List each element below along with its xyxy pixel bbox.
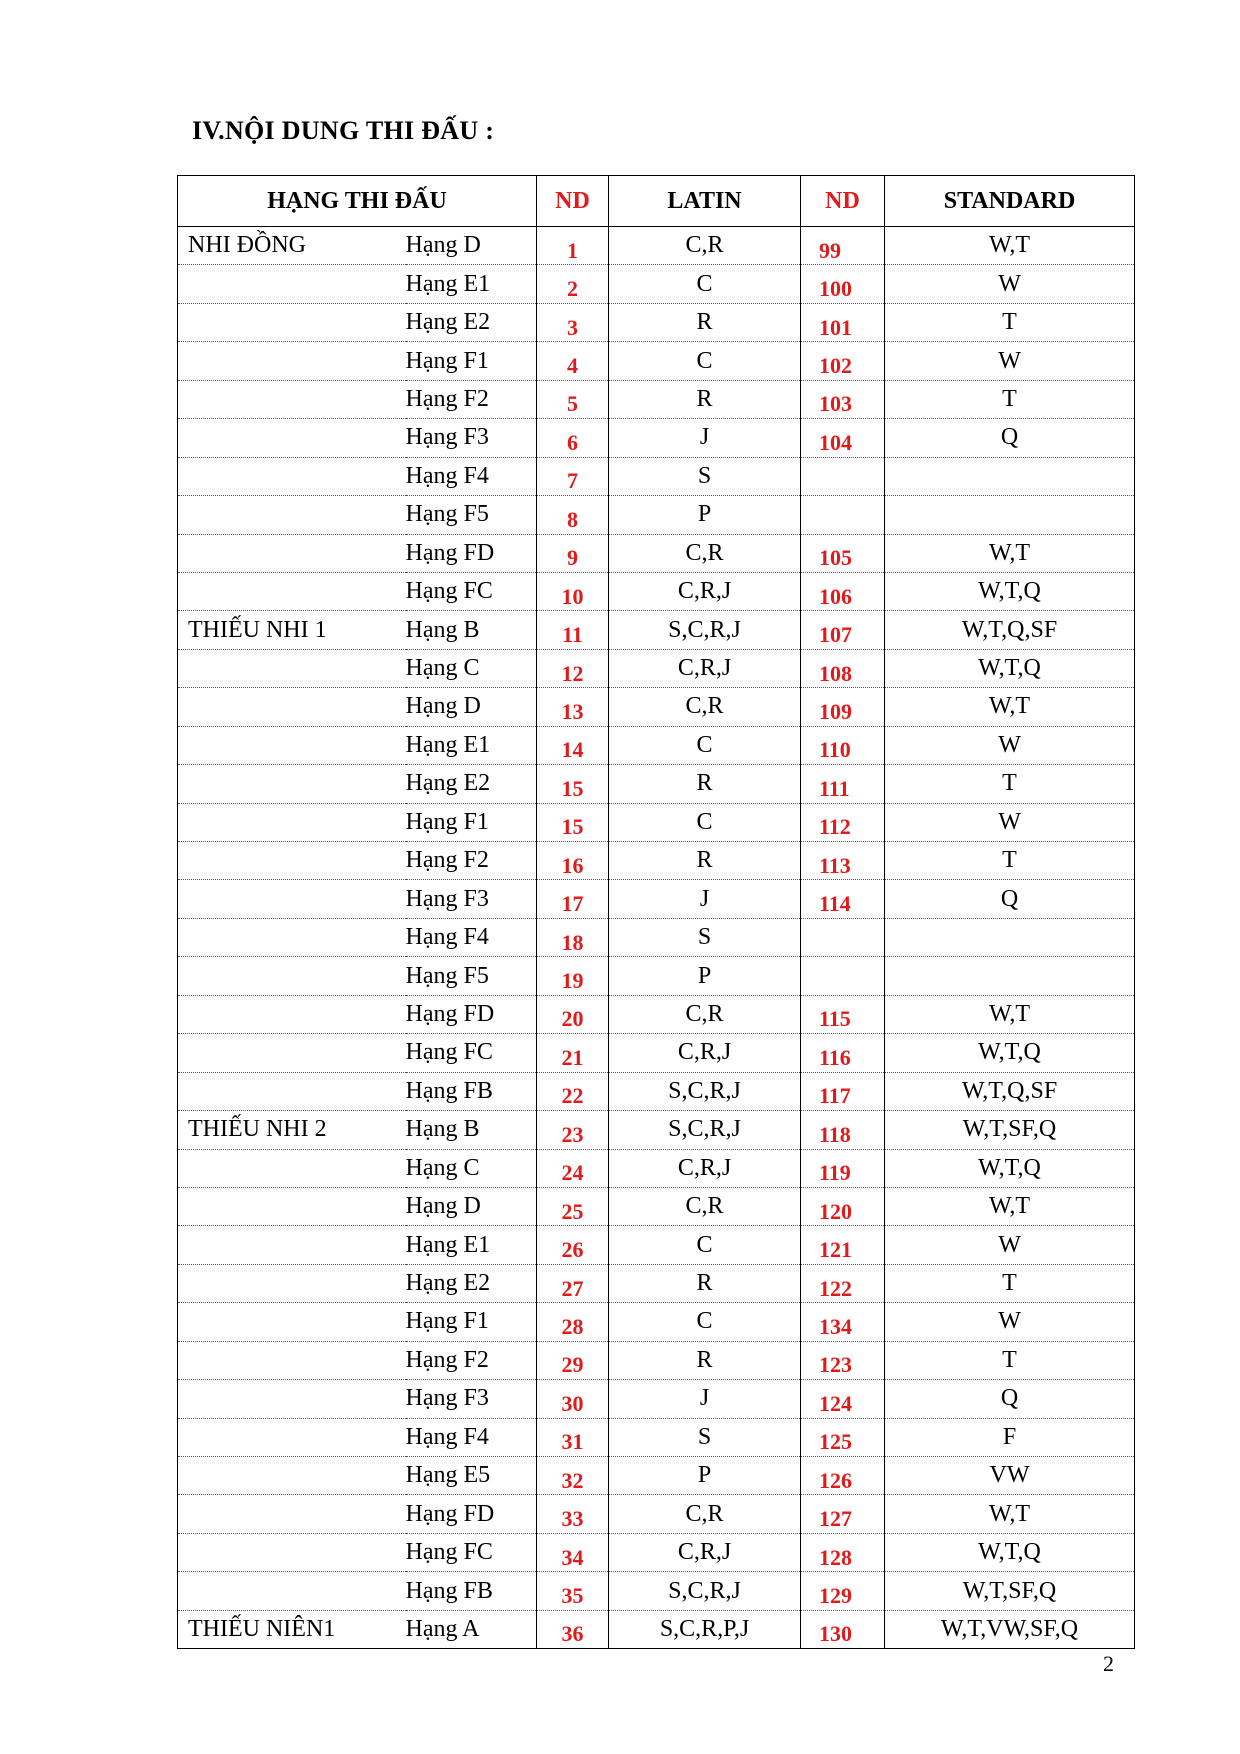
row-group-label	[178, 803, 406, 841]
table-row	[178, 227, 1135, 265]
row-latin-dances: R	[609, 380, 801, 418]
row-standard-dances: Q	[885, 419, 1135, 457]
row-class-label: Hạng F2	[406, 1341, 537, 1379]
row-nd-latin: 18	[537, 918, 609, 956]
row-nd-latin: 30	[537, 1380, 609, 1418]
row-class-label: Hạng D	[406, 688, 537, 726]
row-latin-dances: R	[609, 1341, 801, 1379]
table-row	[178, 611, 1135, 649]
row-group-label	[178, 726, 406, 764]
row-standard-dances	[885, 496, 1135, 534]
row-latin-dances: C,R,J	[609, 1034, 801, 1072]
page-number: 2	[1103, 1651, 1114, 1676]
row-nd-latin: 17	[537, 880, 609, 918]
row-standard-dances: W	[885, 803, 1135, 841]
row-nd-standard: 116	[801, 1034, 885, 1072]
row-latin-dances: C	[609, 803, 801, 841]
row-latin-dances: J	[609, 1380, 801, 1418]
row-group-label	[178, 572, 406, 610]
row-latin-dances: P	[609, 957, 801, 995]
row-nd-latin: 31	[537, 1418, 609, 1456]
row-class-label: Hạng D	[406, 1187, 537, 1225]
row-class-label: Hạng A	[406, 1610, 537, 1648]
row-nd-standard: 112	[801, 803, 885, 841]
row-nd-standard: 127	[801, 1495, 885, 1533]
row-nd-latin: 11	[537, 611, 609, 649]
row-nd-latin: 36	[537, 1610, 609, 1648]
row-nd-latin: 10	[537, 572, 609, 610]
row-standard-dances: W	[885, 1226, 1135, 1264]
row-nd-latin: 22	[537, 1072, 609, 1110]
table-row	[178, 726, 1135, 764]
row-nd-latin: 15	[537, 803, 609, 841]
row-class-label: Hạng D	[406, 227, 537, 265]
row-standard-dances: Q	[885, 1380, 1135, 1418]
row-class-label: Hạng F1	[406, 342, 537, 380]
header-category: HẠNG THI ĐẤU	[178, 176, 537, 227]
row-group-label	[178, 534, 406, 572]
row-group-label	[178, 765, 406, 803]
row-nd-latin: 14	[537, 726, 609, 764]
row-class-label: Hạng C	[406, 1149, 537, 1187]
table-row	[178, 995, 1135, 1033]
row-standard-dances: W,T,Q	[885, 1034, 1135, 1072]
row-class-label: Hạng E1	[406, 265, 537, 303]
row-nd-latin: 6	[537, 419, 609, 457]
table-row	[178, 880, 1135, 918]
row-class-label: Hạng FD	[406, 995, 537, 1033]
row-group-label	[178, 1149, 406, 1187]
row-class-label: Hạng FC	[406, 572, 537, 610]
row-nd-latin: 28	[537, 1303, 609, 1341]
row-standard-dances: W,T,SF,Q	[885, 1572, 1135, 1610]
section-heading: IV.NỘI DUNG THI ĐẤU :	[192, 116, 495, 145]
row-nd-standard: 109	[801, 688, 885, 726]
row-nd-latin: 33	[537, 1495, 609, 1533]
row-group-label: NHI ĐỒNG	[178, 227, 406, 265]
competition-table	[177, 175, 1135, 1649]
row-latin-dances: S,C,R,J	[609, 1072, 801, 1110]
row-class-label: Hạng FB	[406, 1572, 537, 1610]
row-nd-latin: 9	[537, 534, 609, 572]
row-standard-dances: VW	[885, 1457, 1135, 1495]
row-latin-dances: R	[609, 842, 801, 880]
row-nd-standard: 129	[801, 1572, 885, 1610]
row-class-label: Hạng F3	[406, 1380, 537, 1418]
row-class-label: Hạng FC	[406, 1533, 537, 1571]
table-row	[178, 649, 1135, 687]
table-row	[178, 1533, 1135, 1571]
row-standard-dances: W	[885, 1303, 1135, 1341]
table-row	[178, 918, 1135, 956]
table-row	[178, 419, 1135, 457]
table-row	[178, 803, 1135, 841]
row-nd-latin: 13	[537, 688, 609, 726]
table-row	[178, 1380, 1135, 1418]
table-row	[178, 1572, 1135, 1610]
row-nd-standard: 123	[801, 1341, 885, 1379]
row-latin-dances: P	[609, 1457, 801, 1495]
row-nd-standard: 105	[801, 534, 885, 572]
table-row	[178, 572, 1135, 610]
row-nd-standard: 126	[801, 1457, 885, 1495]
row-nd-latin: 19	[537, 957, 609, 995]
row-latin-dances: C,R,J	[609, 649, 801, 687]
row-nd-standard: 130	[801, 1610, 885, 1648]
table-row	[178, 688, 1135, 726]
row-nd-latin: 20	[537, 995, 609, 1033]
row-latin-dances: C	[609, 1226, 801, 1264]
table-row	[178, 842, 1135, 880]
row-latin-dances: C,R,J	[609, 1149, 801, 1187]
table-row	[178, 1610, 1135, 1648]
row-group-label	[178, 303, 406, 341]
row-standard-dances: W,T	[885, 688, 1135, 726]
row-latin-dances: C,R,J	[609, 572, 801, 610]
table-row	[178, 534, 1135, 572]
row-nd-standard: 106	[801, 572, 885, 610]
row-group-label	[178, 995, 406, 1033]
row-nd-standard: 113	[801, 842, 885, 880]
row-class-label: Hạng F4	[406, 457, 537, 495]
row-standard-dances: W,T,Q,SF	[885, 611, 1135, 649]
row-class-label: Hạng F2	[406, 380, 537, 418]
row-group-label	[178, 419, 406, 457]
table-row	[178, 1303, 1135, 1341]
row-nd-standard: 115	[801, 995, 885, 1033]
row-nd-latin: 32	[537, 1457, 609, 1495]
row-nd-standard	[801, 918, 885, 956]
row-class-label: Hạng E1	[406, 726, 537, 764]
row-class-label: Hạng FD	[406, 534, 537, 572]
row-class-label: Hạng F3	[406, 419, 537, 457]
row-standard-dances	[885, 457, 1135, 495]
row-latin-dances: C,R	[609, 688, 801, 726]
row-group-label	[178, 1380, 406, 1418]
row-nd-standard: 125	[801, 1418, 885, 1456]
row-group-label	[178, 1187, 406, 1225]
row-latin-dances: C,R	[609, 995, 801, 1033]
row-standard-dances: W,T,Q	[885, 1533, 1135, 1571]
row-nd-standard: 122	[801, 1264, 885, 1302]
row-latin-dances: R	[609, 765, 801, 803]
row-latin-dances: J	[609, 419, 801, 457]
row-latin-dances: S,C,R,P,J	[609, 1610, 801, 1648]
table-row	[178, 1072, 1135, 1110]
row-nd-standard	[801, 957, 885, 995]
row-latin-dances: P	[609, 496, 801, 534]
row-nd-latin: 15	[537, 765, 609, 803]
row-standard-dances: F	[885, 1418, 1135, 1456]
row-standard-dances: W,T,Q,SF	[885, 1072, 1135, 1110]
row-group-label: THIẾU NIÊN1	[178, 1610, 406, 1648]
row-group-label	[178, 918, 406, 956]
row-latin-dances: C,R	[609, 227, 801, 265]
row-standard-dances	[885, 918, 1135, 956]
row-nd-standard: 121	[801, 1226, 885, 1264]
row-nd-standard: 102	[801, 342, 885, 380]
row-class-label: Hạng F3	[406, 880, 537, 918]
row-nd-standard: 124	[801, 1380, 885, 1418]
row-standard-dances: T	[885, 842, 1135, 880]
row-nd-standard: 120	[801, 1187, 885, 1225]
row-class-label: Hạng F5	[406, 957, 537, 995]
table-row	[178, 1418, 1135, 1456]
row-class-label: Hạng FB	[406, 1072, 537, 1110]
row-standard-dances: W	[885, 726, 1135, 764]
row-standard-dances: T	[885, 1341, 1135, 1379]
row-standard-dances: W	[885, 342, 1135, 380]
row-group-label	[178, 1303, 406, 1341]
header-standard: STANDARD	[885, 176, 1135, 227]
row-class-label: Hạng B	[406, 1111, 537, 1149]
row-group-label	[178, 842, 406, 880]
row-nd-latin: 12	[537, 649, 609, 687]
row-standard-dances: T	[885, 303, 1135, 341]
row-standard-dances: W,T,Q	[885, 649, 1135, 687]
row-latin-dances: S,C,R,J	[609, 611, 801, 649]
row-nd-standard: 110	[801, 726, 885, 764]
row-latin-dances: R	[609, 303, 801, 341]
row-nd-latin: 27	[537, 1264, 609, 1302]
row-group-label	[178, 957, 406, 995]
table-row	[178, 1226, 1135, 1264]
row-standard-dances: W,T,Q	[885, 572, 1135, 610]
table-header-row	[178, 176, 1135, 227]
row-latin-dances: C,R	[609, 1187, 801, 1225]
row-class-label: Hạng E2	[406, 765, 537, 803]
row-nd-latin: 2	[537, 265, 609, 303]
row-class-label: Hạng F1	[406, 803, 537, 841]
table-row	[178, 496, 1135, 534]
row-nd-latin: 21	[537, 1034, 609, 1072]
table-row	[178, 1341, 1135, 1379]
row-group-label	[178, 1264, 406, 1302]
row-nd-latin: 25	[537, 1187, 609, 1225]
row-latin-dances: J	[609, 880, 801, 918]
row-latin-dances: R	[609, 1264, 801, 1302]
row-nd-standard: 118	[801, 1111, 885, 1149]
row-class-label: Hạng E5	[406, 1457, 537, 1495]
row-nd-standard: 104	[801, 419, 885, 457]
row-class-label: Hạng E1	[406, 1226, 537, 1264]
row-latin-dances: S	[609, 918, 801, 956]
table-row	[178, 1457, 1135, 1495]
row-class-label: Hạng F4	[406, 918, 537, 956]
row-latin-dances: S,C,R,J	[609, 1572, 801, 1610]
row-nd-latin: 4	[537, 342, 609, 380]
row-class-label: Hạng B	[406, 611, 537, 649]
row-nd-standard: 128	[801, 1533, 885, 1571]
row-group-label: THIẾU NHI 1	[178, 611, 406, 649]
row-nd-latin: 29	[537, 1341, 609, 1379]
row-group-label	[178, 1341, 406, 1379]
row-nd-standard: 100	[801, 265, 885, 303]
table-row	[178, 380, 1135, 418]
table-row	[178, 1149, 1135, 1187]
row-group-label	[178, 649, 406, 687]
table-row	[178, 342, 1135, 380]
row-nd-standard: 108	[801, 649, 885, 687]
row-standard-dances: W,T,VW,SF,Q	[885, 1610, 1135, 1648]
row-latin-dances: S	[609, 457, 801, 495]
row-group-label	[178, 265, 406, 303]
row-group-label	[178, 1418, 406, 1456]
row-nd-latin: 35	[537, 1572, 609, 1610]
row-latin-dances: C	[609, 726, 801, 764]
row-latin-dances: S,C,R,J	[609, 1111, 801, 1149]
row-nd-latin: 26	[537, 1226, 609, 1264]
row-nd-standard: 134	[801, 1303, 885, 1341]
row-standard-dances: W,T	[885, 1187, 1135, 1225]
row-nd-standard	[801, 457, 885, 495]
row-class-label: Hạng FC	[406, 1034, 537, 1072]
row-standard-dances: W	[885, 265, 1135, 303]
table-row	[178, 303, 1135, 341]
row-group-label	[178, 1572, 406, 1610]
row-standard-dances: W,T	[885, 227, 1135, 265]
table-row	[178, 265, 1135, 303]
row-group-label	[178, 496, 406, 534]
row-nd-latin: 34	[537, 1533, 609, 1571]
row-latin-dances: C	[609, 265, 801, 303]
table-row	[178, 457, 1135, 495]
row-latin-dances: C	[609, 342, 801, 380]
row-nd-standard	[801, 496, 885, 534]
row-nd-latin: 3	[537, 303, 609, 341]
row-class-label: Hạng F2	[406, 842, 537, 880]
row-nd-standard: 101	[801, 303, 885, 341]
row-latin-dances: C	[609, 1303, 801, 1341]
row-nd-latin: 24	[537, 1149, 609, 1187]
row-group-label	[178, 688, 406, 726]
row-standard-dances: Q	[885, 880, 1135, 918]
table-row	[178, 765, 1135, 803]
row-group-label	[178, 1034, 406, 1072]
row-group-label	[178, 880, 406, 918]
header-latin: LATIN	[609, 176, 801, 227]
row-standard-dances: W,T	[885, 995, 1135, 1033]
row-group-label	[178, 1457, 406, 1495]
row-class-label: Hạng F4	[406, 1418, 537, 1456]
row-group-label	[178, 342, 406, 380]
row-standard-dances: W,T	[885, 1495, 1135, 1533]
header-nd-standard: ND	[801, 176, 885, 227]
row-nd-standard: 119	[801, 1149, 885, 1187]
row-nd-standard: 117	[801, 1072, 885, 1110]
row-group-label	[178, 457, 406, 495]
row-nd-latin: 1	[537, 227, 609, 265]
row-class-label: Hạng C	[406, 649, 537, 687]
row-nd-latin: 7	[537, 457, 609, 495]
row-standard-dances: T	[885, 765, 1135, 803]
row-class-label: Hạng E2	[406, 1264, 537, 1302]
row-nd-standard: 111	[801, 765, 885, 803]
row-standard-dances: W,T,SF,Q	[885, 1111, 1135, 1149]
row-latin-dances: C,R	[609, 534, 801, 572]
row-nd-latin: 16	[537, 842, 609, 880]
row-group-label	[178, 1226, 406, 1264]
row-nd-latin: 8	[537, 496, 609, 534]
row-nd-standard: 114	[801, 880, 885, 918]
row-class-label: Hạng F1	[406, 1303, 537, 1341]
row-standard-dances: T	[885, 1264, 1135, 1302]
table-row	[178, 1034, 1135, 1072]
row-class-label: Hạng FD	[406, 1495, 537, 1533]
row-nd-standard: 99	[801, 227, 885, 265]
row-class-label: Hạng E2	[406, 303, 537, 341]
row-standard-dances: W,T	[885, 534, 1135, 572]
row-group-label	[178, 380, 406, 418]
table-row	[178, 1187, 1135, 1225]
table-row	[178, 1264, 1135, 1302]
row-class-label: Hạng F5	[406, 496, 537, 534]
row-nd-standard: 103	[801, 380, 885, 418]
row-standard-dances	[885, 957, 1135, 995]
row-latin-dances: C,R	[609, 1495, 801, 1533]
header-nd-latin: ND	[537, 176, 609, 227]
row-group-label	[178, 1533, 406, 1571]
table-row	[178, 957, 1135, 995]
row-latin-dances: C,R,J	[609, 1533, 801, 1571]
table-row	[178, 1111, 1135, 1149]
row-nd-standard: 107	[801, 611, 885, 649]
row-group-label	[178, 1072, 406, 1110]
table-row	[178, 1495, 1135, 1533]
row-nd-latin: 5	[537, 380, 609, 418]
row-standard-dances: T	[885, 380, 1135, 418]
row-nd-latin: 23	[537, 1111, 609, 1149]
row-group-label	[178, 1495, 406, 1533]
row-standard-dances: W,T,Q	[885, 1149, 1135, 1187]
row-latin-dances: S	[609, 1418, 801, 1456]
row-group-label: THIẾU NHI 2	[178, 1111, 406, 1149]
